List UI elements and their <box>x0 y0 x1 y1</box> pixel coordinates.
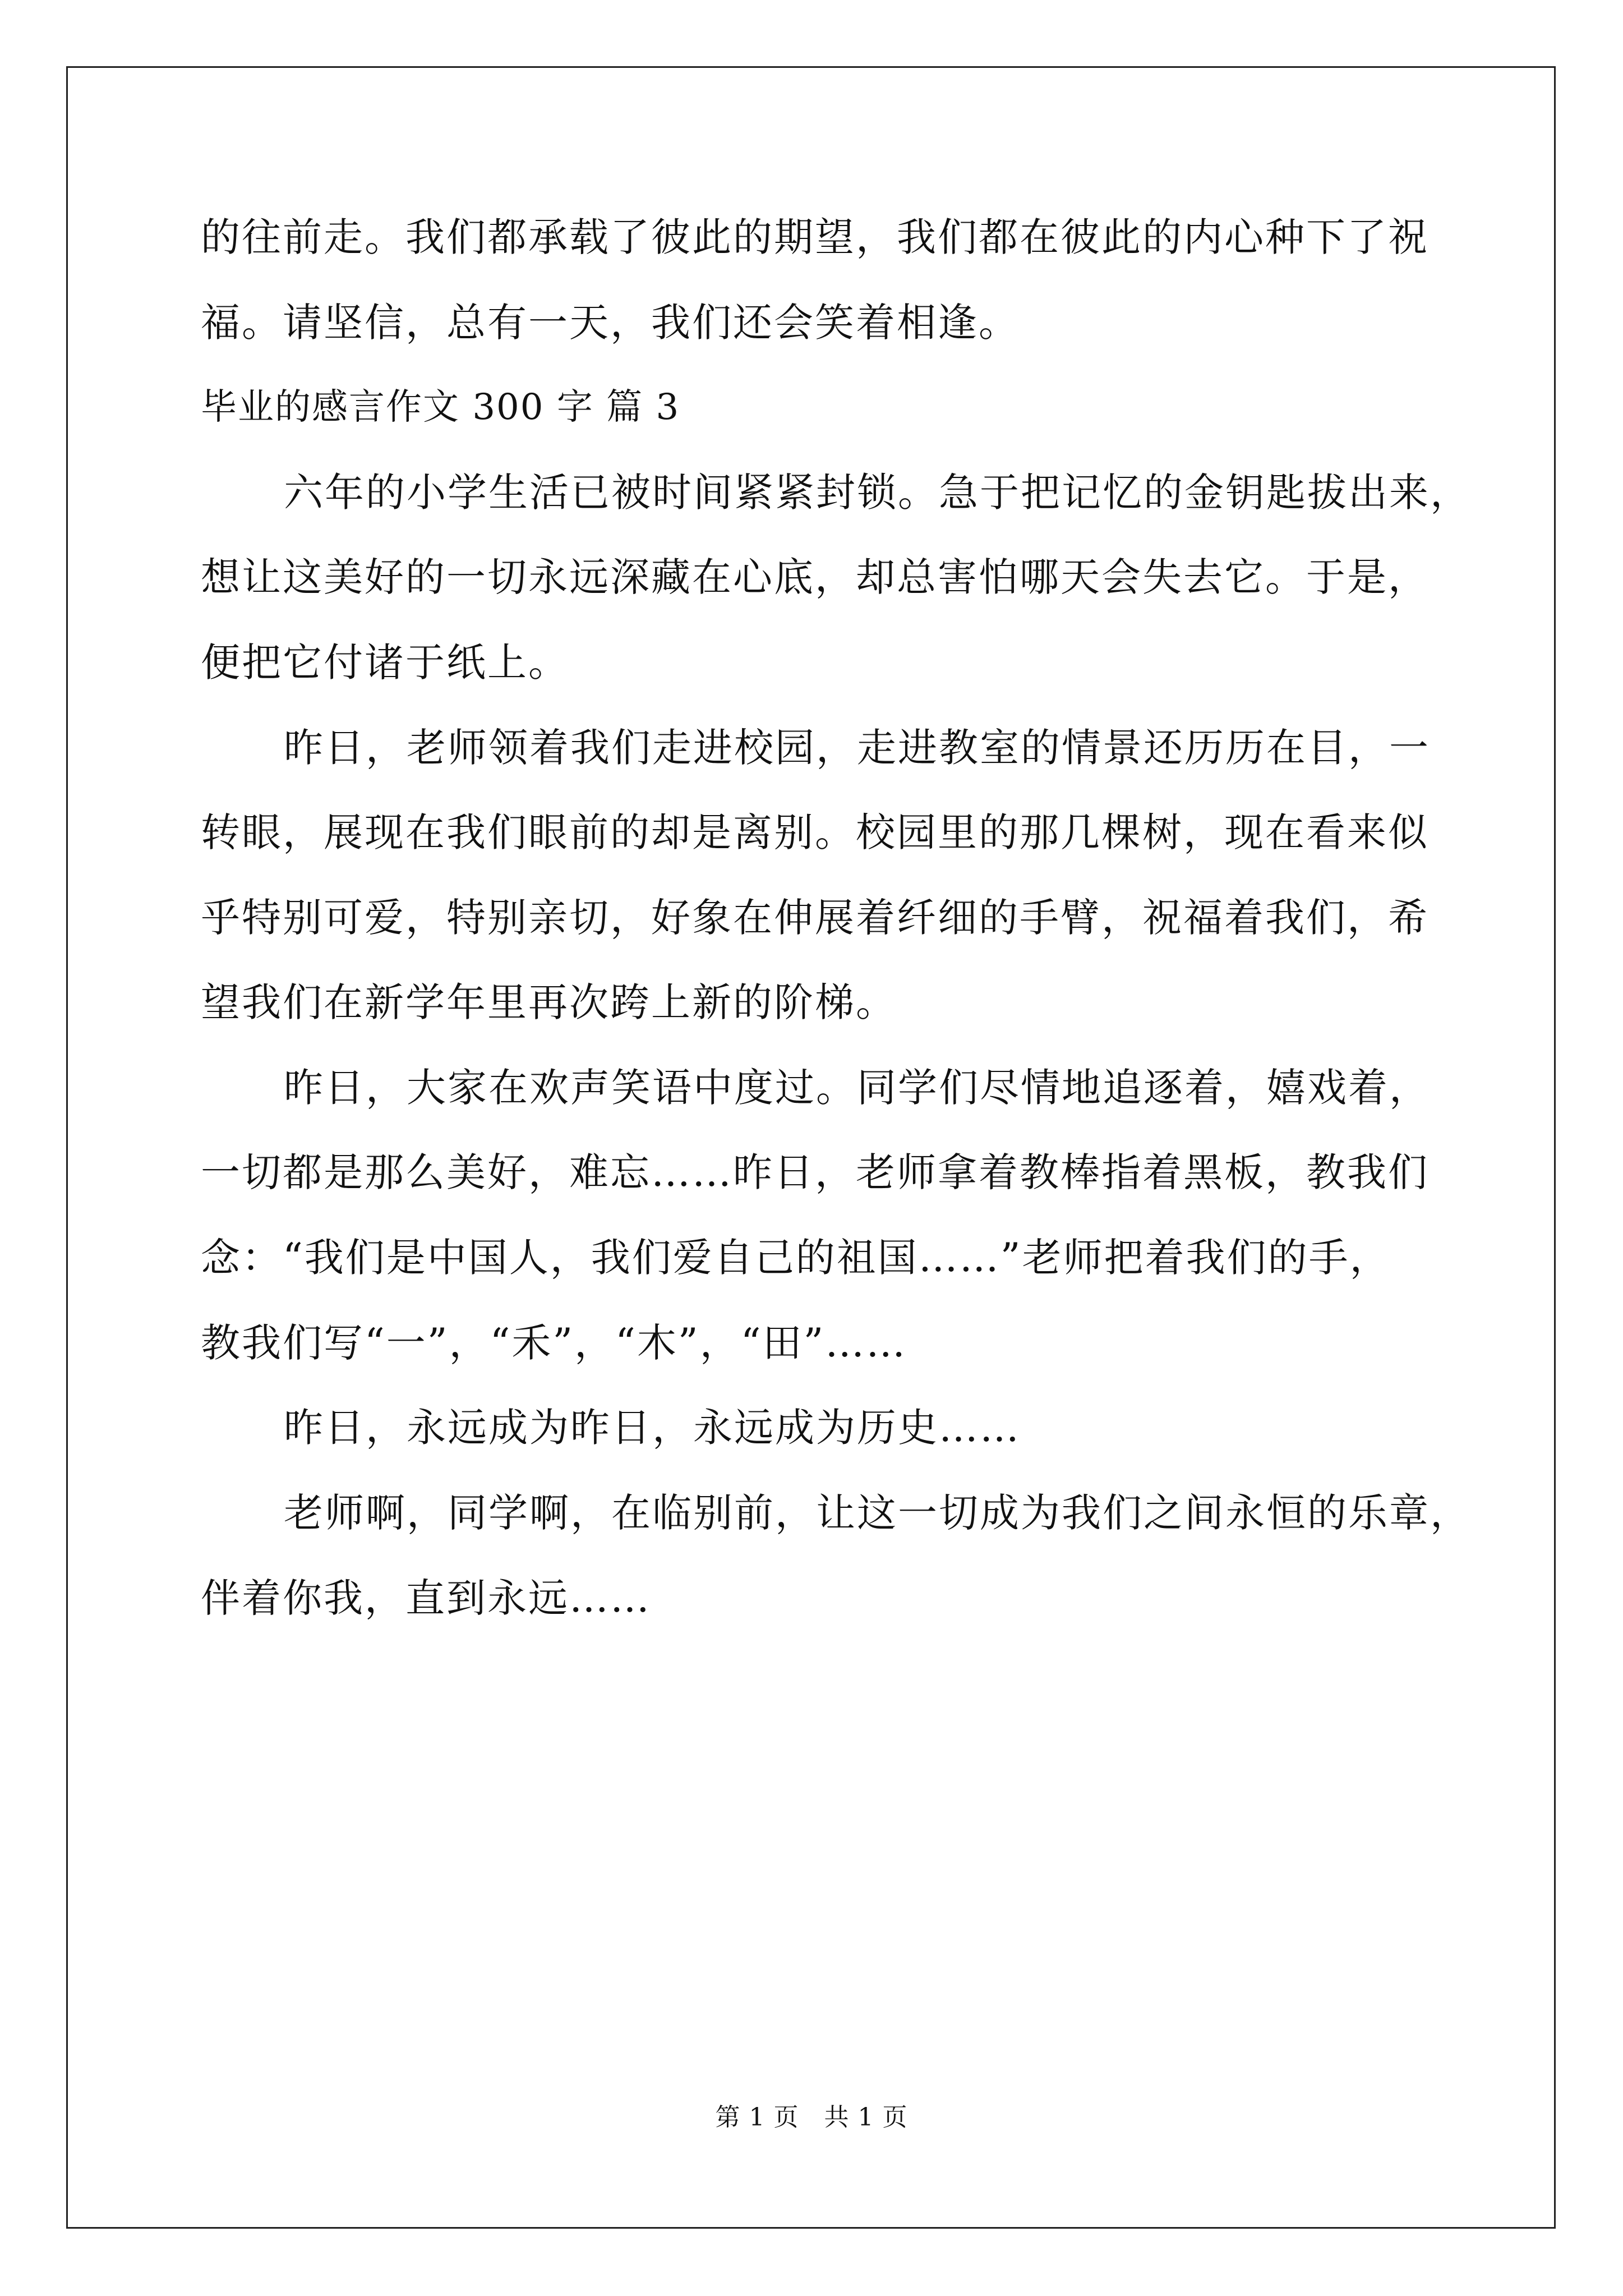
text-line: 念：“我们是中国人，我们爱自己的祖国……”老师把着我们的手， <box>201 1235 1391 1281</box>
text-line: 六年的小学生活已被时间紧紧封锁。急于把记忆的金钥匙拔出来， <box>284 470 1471 516</box>
text-line: 昨日，老师领着我们走进校园，走进教室的情景还历历在目，一 <box>284 725 1430 771</box>
text-line: 福。请坚信，总有一天，我们还会笑着相逢。 <box>201 300 1020 346</box>
text-line: 一切都是那么美好，难忘……昨日，老师拿着教棒指着黑板，教我们 <box>201 1149 1429 1195</box>
text-line: 老师啊，同学啊，在临别前，让这一切成为我们之间永恒的乐章， <box>284 1490 1471 1536</box>
page-footer: 第 1 页 共 1 页 <box>715 2103 908 2132</box>
text-line: 便把它付诸于纸上。 <box>201 639 569 685</box>
text-line: 教我们写“一”，“禾”，“木”，“田”…… <box>201 1320 907 1366</box>
text-line: 的往前走。我们都承载了彼此的期望，我们都在彼此的内心种下了祝 <box>201 214 1429 260</box>
text-line: 昨日，大家在欢声笑语中度过。同学们尽情地追逐着，嬉戏着， <box>284 1065 1430 1111</box>
text-line: 乎特别可爱，特别亲切，好象在伸展着纤细的手臂，祝福着我们，希 <box>201 895 1429 941</box>
text-line: 昨日，永远成为昨日，永远成为历史…… <box>284 1405 1021 1451</box>
section-heading: 毕业的感言作文 300 字 篇 3 <box>201 386 680 428</box>
text-line: 想让这美好的一切永远深藏在心底，却总害怕哪天会失去它。于是， <box>201 554 1429 600</box>
text-line: 伴着你我，直到永远…… <box>201 1575 651 1621</box>
text-line: 望我们在新学年里再次跨上新的阶梯。 <box>201 979 897 1025</box>
text-line: 转眼，展现在我们眼前的却是离别。校园里的那几棵树，现在看来似 <box>201 809 1429 855</box>
